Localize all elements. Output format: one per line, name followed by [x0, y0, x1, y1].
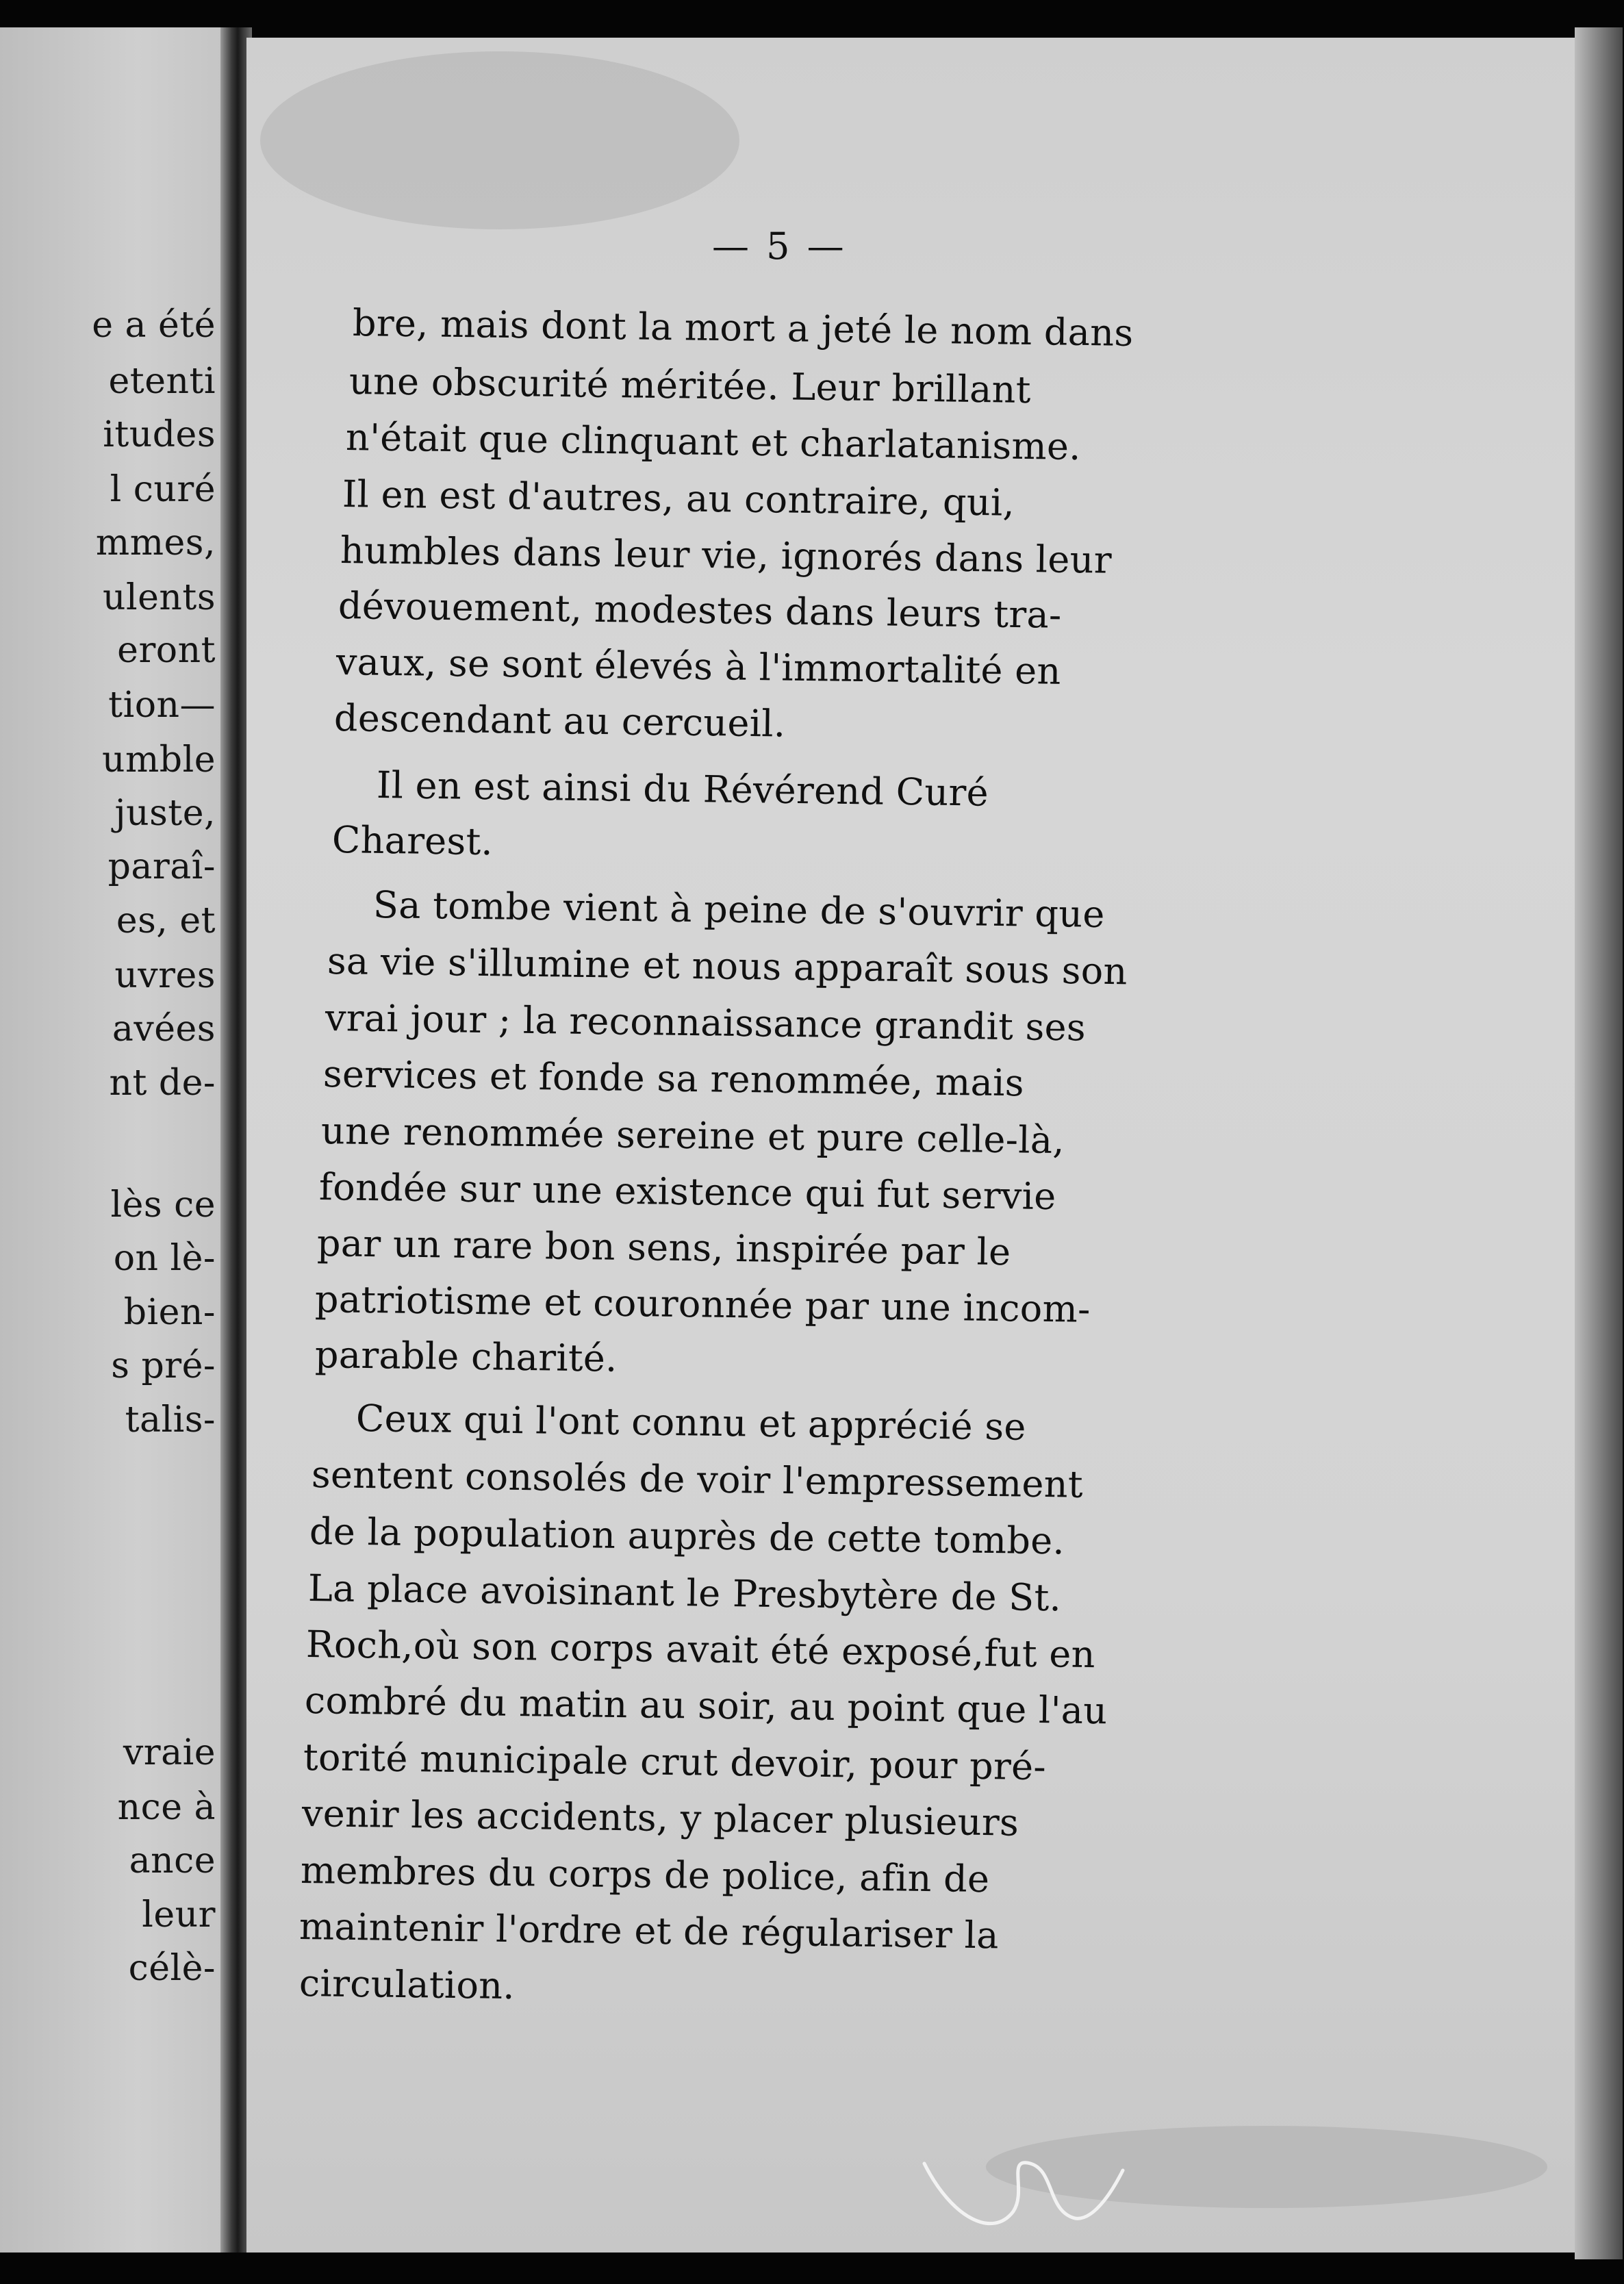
left-page-line: es, et	[116, 900, 216, 941]
text-line: de la population auprès de cette tombe.	[309, 1510, 1065, 1563]
text-line: n'était que clinquant et charlatanisme.	[345, 416, 1082, 469]
left-page-line: bien-	[123, 1292, 216, 1333]
text-line: Charest.	[331, 818, 494, 864]
left-page-line: avées	[112, 1008, 216, 1050]
left-page-line: eront	[117, 630, 216, 671]
left-page-line: vraie	[123, 1732, 216, 1773]
text-line: membres du corps de police, afin de	[300, 1849, 990, 1901]
left-page-line: lès ce	[110, 1184, 216, 1226]
page-edge-shadow	[1575, 27, 1623, 2259]
text-line: circulation.	[299, 1962, 516, 2008]
left-page-line: nce à	[117, 1787, 216, 1828]
text-line: Il en est d'autres, au contraire, qui,	[342, 472, 1015, 524]
text-line: descendant au cercueil.	[333, 696, 786, 746]
left-page-line: paraî-	[107, 846, 216, 887]
text-line: Roch,où son corps avait été exposé,fut en	[305, 1623, 1096, 1677]
text-line: vrai jour ; la reconnaissance grandit ses	[325, 996, 1087, 1050]
left-page-line: umble	[102, 739, 216, 781]
left-page-line: e a été	[92, 305, 216, 346]
paper-stain	[260, 51, 739, 229]
text-line: une obscurité méritée. Leur brillant	[348, 359, 1032, 412]
text-line: par un rare bon sens, inspirée par le	[316, 1221, 1011, 1274]
text-line: sentent consolés de voir l'empressement	[311, 1453, 1084, 1506]
text-line: une renommée sereine et pure celle-là,	[320, 1109, 1065, 1163]
left-page-line: tion—	[108, 685, 216, 726]
left-page-line: talis-	[125, 1399, 216, 1441]
text-line: La place avoisinant le Presbytère de St.	[307, 1566, 1062, 1620]
text-line: parable charité.	[314, 1333, 618, 1380]
left-page-line: itudes	[103, 414, 216, 455]
left-page-line: ulents	[103, 577, 216, 618]
handwritten-mark	[911, 2136, 1137, 2259]
text-line: venir les accidents, y placer plusieurs	[301, 1792, 1019, 1844]
left-page-line: uvres	[114, 955, 216, 996]
text-line: combré du matin au soir, au point que l'au	[304, 1679, 1108, 1733]
left-page-line: célè-	[128, 1948, 216, 1989]
text-line: vaux, se sont élevés à l'immortalité en	[335, 640, 1061, 693]
left-page-fragment	[0, 27, 229, 2253]
page-number: — 5 —	[712, 225, 847, 268]
text-line: Sa tombe vient à peine de s'ouvrir que	[372, 883, 1106, 936]
text-line: dévouement, modestes dans leurs tra-	[338, 584, 1062, 637]
left-page-line: juste,	[114, 793, 216, 834]
left-page-line: on lè-	[113, 1238, 216, 1279]
text-line: humbles dans leur vie, ignorés dans leur	[340, 529, 1113, 582]
text-line: fondée sur une existence qui fut servie	[318, 1165, 1056, 1219]
text-line: torité municipale crut devoir, pour pré-	[303, 1736, 1047, 1789]
left-page-line: leur	[142, 1894, 216, 1936]
left-page-line: l curé	[110, 469, 216, 510]
text-line: maintenir l'ordre et de régulariser la	[299, 1905, 1000, 1957]
left-page-line: mmes,	[95, 522, 216, 563]
left-page-line: s pré-	[111, 1345, 216, 1386]
text-line: Ceux qui l'ont connu et apprécié se	[355, 1397, 1027, 1449]
left-page-line: ance	[129, 1840, 216, 1881]
text-line: bre, mais dont la mort a jeté le nom dans	[352, 301, 1134, 355]
text-line: patriotisme et couronnée par une incom-	[314, 1278, 1091, 1331]
left-page-line: etenti	[108, 361, 216, 402]
left-page-line: nt de-	[109, 1063, 216, 1104]
text-line: Il en est ainsi du Révérend Curé	[376, 763, 989, 815]
text-line: sa vie s'illumine et nous apparaît sous son	[327, 939, 1128, 993]
text-line: services et fonde sa renommée, mais	[322, 1052, 1025, 1105]
